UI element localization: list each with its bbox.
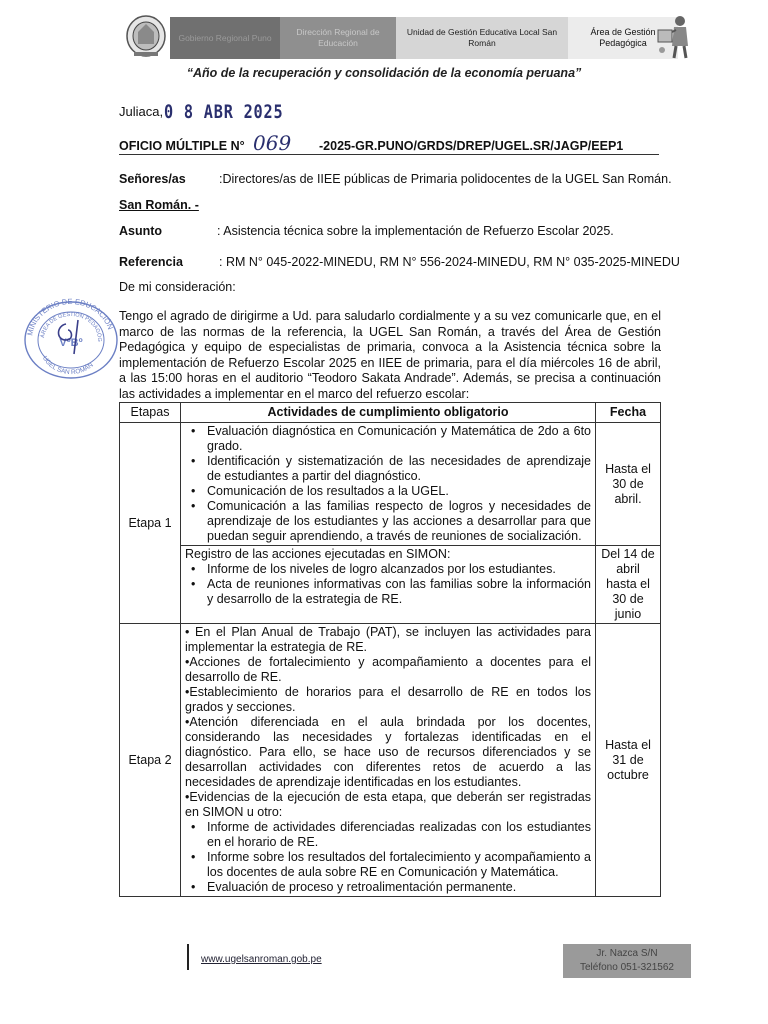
- table-row: [120, 624, 661, 897]
- banner-regional-government: Gobierno Regional Puno: [170, 17, 280, 59]
- body-paragraph: Tengo el agrado de dirigirme a Ud. para saludarlo cordialmente y a su vez comunicarle que, en el marco de las normas de la referencia, la UGEL San Román, a través del Área de Gestión Pedagógica y equipo de especialistas de primaria, convoca a la Asistencia técnica sobre la implementación de Refuerzo Escolar 2025 en IIEE de primaria, para el día miércoles 16 de abril, a las 15:00 horas en el auditorio “Teodoro Sakata Andrade”. Además, se precisa a continuación las actividades a implementar en el marco del refuerzo escolar:: [119, 309, 661, 401]
- greeting: De mi consideración:: [119, 280, 236, 294]
- footer-address: Jr. Nazca S/N: [596, 948, 658, 959]
- seal-bottom-text: UGEL SAN ROMÁN: [40, 354, 95, 377]
- activities-cell: [181, 423, 596, 546]
- activities-cell: [181, 624, 596, 897]
- regional-coat-of-arms-logo: [124, 12, 168, 58]
- stage-1-cell: Etapa 1: [120, 423, 181, 624]
- date-cell: Del 14 de abril hasta el 30 de junio: [596, 546, 661, 624]
- list-item: • Informe de actividades diferenciadas realizadas con los estudiantes en el horario de RE.: [185, 820, 591, 850]
- date-stamp: 0 8 ABR 2025: [164, 101, 284, 123]
- paragraph: •Evidencias de la ejecución de esta etapa, que deberán ser registradas en SIMON u otro:: [185, 790, 591, 819]
- activities-table: [119, 402, 661, 897]
- senores-value: :Directores/as de IIEE públicas de Primaria polidocentes de la UGEL San Román.: [219, 172, 672, 186]
- header-banner: [170, 17, 678, 59]
- year-motto: “Año de la recuperación y consolidación de la economía peruana”: [186, 66, 582, 80]
- date-cell: Hasta el 30 de abril.: [596, 423, 661, 546]
- teacher-figure-icon: [654, 12, 698, 60]
- list-item: • Informe sobre los resultados del fortalecimiento y acompañamiento a los docentes de aula sobre RE en Comunicación y Matemática.: [185, 850, 591, 880]
- table-header-row: [120, 403, 661, 423]
- seal-outer-text: MINISTERIO DE EDUCACIÓN: [25, 296, 116, 337]
- table-row: [120, 423, 661, 546]
- banner-regional-directorate: Dirección Regional de Educación: [280, 17, 396, 59]
- seal-inner-text: ÁREA DE GESTIÓN PEDAGÓG: [40, 311, 103, 342]
- simon-intro: Registro de las acciones ejecutadas en SIMON:: [185, 547, 451, 561]
- list-item: • Comunicación de los resultados a la UGEL.: [185, 484, 591, 499]
- header-fecha: Fecha: [596, 403, 661, 423]
- header-actividades: Actividades de cumplimiento obligatorio: [181, 403, 596, 423]
- paragraph: •Atención diferenciada en el aula brindada por los docentes, considerando las necesidades y fortalezas identificadas en el diagnóstico. Para ello, se hace uso de recursos diferenciados y se desarrollan actividades con diferentes retos de acuerdo a las necesidades de aprendizaje identificadas en los estudiantes.: [185, 715, 591, 789]
- footer-contact-box: [563, 944, 691, 978]
- list-item: • Evaluación de proceso y retroalimentación permanente.: [185, 880, 591, 895]
- date-city: Juliaca,: [119, 104, 164, 119]
- paragraph: •Acciones de fortalecimiento y acompañamiento a docentes para el desarrollo de RE.: [185, 655, 591, 684]
- banner-ugel: Unidad de Gestión Educativa Local San Román: [396, 17, 568, 59]
- list-item: • Comunicación a las familias respecto de logros y necesidades de aprendizaje de los estudiantes y las acciones a desarrollar para que puedan seguir aprendiendo, a través de reuniones de socialización.: [185, 499, 591, 544]
- oficio-underline: [119, 154, 659, 155]
- footer-divider: [187, 944, 189, 970]
- institutional-seal-stamp: [22, 296, 120, 380]
- referencia-label: Referencia: [119, 255, 183, 269]
- seal-center-text: VºBº: [59, 337, 83, 349]
- oficio-label: OFICIO MÚLTIPLE N°: [119, 139, 245, 153]
- place-line: San Román. -: [119, 198, 199, 212]
- banner-area: Área de Gestión Pedagógica: [568, 17, 678, 59]
- paragraph: •Establecimiento de horarios para el desarrollo de RE en todos los grados y secciones.: [185, 685, 591, 714]
- footer-website-link[interactable]: www.ugelsanroman.gob.pe: [201, 954, 322, 965]
- list-item: • Evaluación diagnóstica en Comunicación y Matemática de 2do a 6to grado.: [185, 424, 591, 454]
- header-etapas: Etapas: [120, 403, 181, 423]
- footer-phone: Teléfono 051-321562: [580, 962, 674, 973]
- asunto-value: : Asistencia técnica sobre la implementación de Refuerzo Escolar 2025.: [217, 224, 614, 238]
- date-cell: Hasta el 31 de octubre: [596, 624, 661, 897]
- list-item: • Identificación y sistematización de las necesidades de aprendizaje de estudiantes a partir del diagnóstico.: [185, 454, 591, 484]
- activities-cell: [181, 546, 596, 624]
- referencia-value: : RM N° 045-2022-MINEDU, RM N° 556-2024-MINEDU, RM N° 035-2025-MINEDU: [219, 255, 680, 269]
- oficio-code: -2025-GR.PUNO/GRDS/DREP/UGEL.SR/JAGP/EEP1: [319, 139, 624, 153]
- stage-2-cell: Etapa 2: [120, 624, 181, 897]
- list-item: • Acta de reuniones informativas con las familias sobre la información y desarrollo de la estrategia de RE.: [185, 577, 591, 607]
- table-row: [120, 546, 661, 624]
- list-item: • Informe de los niveles de logro alcanzados por los estudiantes.: [185, 562, 591, 577]
- senores-label: Señores/as: [119, 172, 186, 186]
- paragraph: • En el Plan Anual de Trabajo (PAT), se incluyen las actividades para implementar la estrategia de RE.: [185, 625, 591, 654]
- oficio-number-handwritten: 069: [253, 131, 292, 155]
- asunto-label: Asunto: [119, 224, 163, 238]
